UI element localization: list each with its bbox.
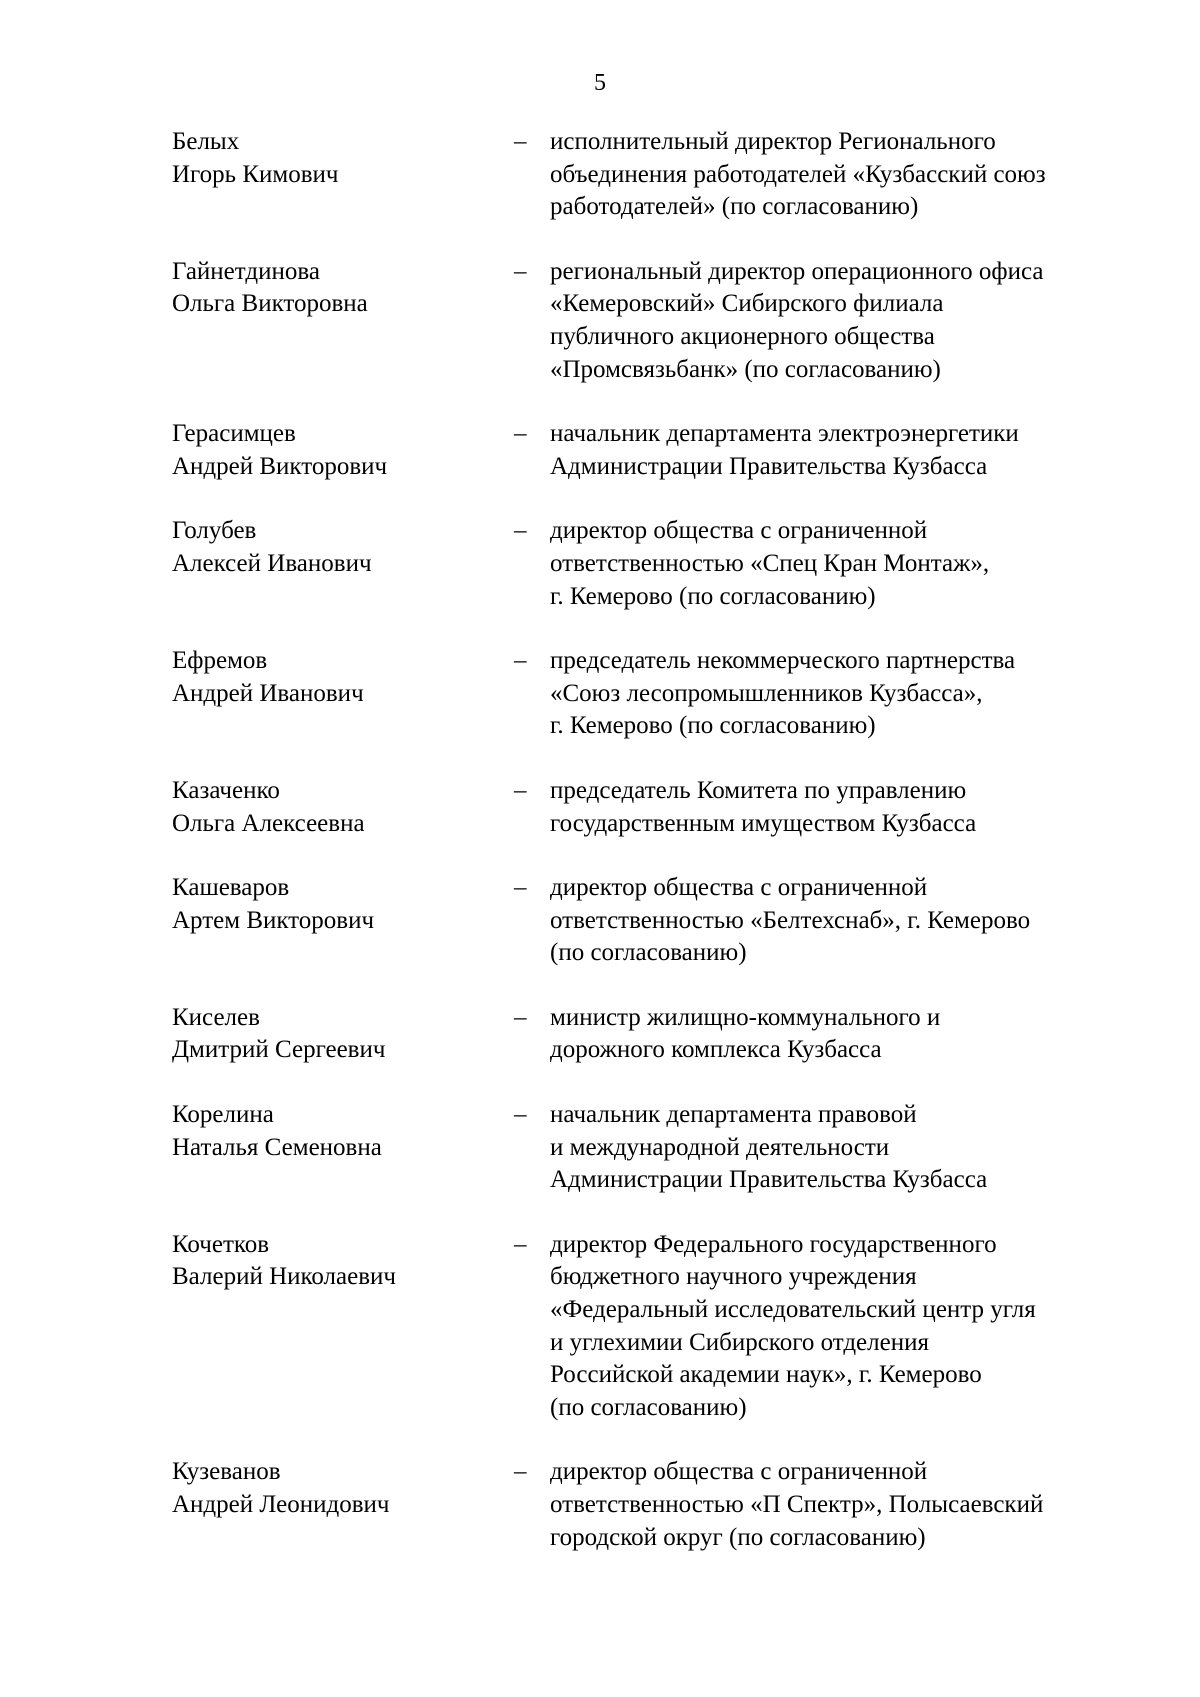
member-name: Казаченко Ольга Алексеевна <box>172 776 365 837</box>
list-item <box>172 515 1132 613</box>
member-name: Кашеваров Артем Викторович <box>172 874 375 934</box>
list-item <box>172 418 1132 483</box>
member-position: министр жилищно-коммунального и дорожного комплекса Кузбасса <box>550 1003 941 1064</box>
dash-separator: – <box>514 1458 527 1486</box>
member-name: Голубев Алексей Иванович <box>172 517 372 577</box>
list-item <box>172 872 1132 970</box>
member-name: Кочетков Валерий Николаевич <box>172 1230 396 1291</box>
member-position: региональный директор операционного офиса «Кемеровский» Сибирского филиала публичного акционерного общества «Промсвязьбанк» (по согласованию) <box>550 257 1044 383</box>
dash-separator: – <box>514 257 527 285</box>
member-name: Киселев Дмитрий Сергеевич <box>172 1003 386 1064</box>
dash-separator: – <box>514 420 527 448</box>
dash-separator: – <box>514 128 527 155</box>
list-item <box>172 1099 1132 1197</box>
list-item <box>172 1002 1132 1067</box>
dash-separator: – <box>514 1003 527 1031</box>
list-item <box>172 126 1132 224</box>
member-name: Герасимцев Андрей Викторович <box>172 420 388 480</box>
member-list <box>172 126 1132 1586</box>
member-position: исполнительный директор Регионального объединения работодателей «Кузбасский союз работодателей» (по согласованию) <box>550 128 1046 221</box>
dash-separator: – <box>514 776 527 804</box>
member-position: начальник департамента правовой и международной деятельности Администрации Правительства Кузбасса <box>550 1101 988 1194</box>
member-name: Корелина Наталья Семеновна <box>172 1101 382 1161</box>
member-position: председатель Комитета по управлению государственным имуществом Кузбасса <box>550 776 977 837</box>
member-name: Ефремов Андрей Иванович <box>172 647 364 707</box>
list-item <box>172 256 1132 386</box>
member-position: директор общества с ограниченной ответственностью «Белтехснаб», г. Кемерово (по согласованию) <box>550 874 1031 967</box>
member-position: начальник департамента электроэнергетики Администрации Правительства Кузбасса <box>550 420 1019 480</box>
list-item <box>172 775 1132 840</box>
dash-separator: – <box>514 517 527 545</box>
member-name: Кузеванов Андрей Леонидович <box>172 1458 390 1518</box>
list-item <box>172 1456 1132 1554</box>
member-position: директор общества с ограниченной ответственностью «Спец Кран Монтаж», г. Кемерово (по согласованию) <box>550 517 990 610</box>
list-item <box>172 1229 1132 1425</box>
member-name: Гайнетдинова Ольга Викторовна <box>172 257 368 318</box>
page-number: 5 <box>594 70 606 96</box>
member-name: Белых Игорь Кимович <box>172 128 339 188</box>
member-position: директор Федерального государственного бюджетного научного учреждения «Федеральный исследовательский центр угля и углехимии Сибирского отделения Российской академии наук», г. Кемерово (по согласованию) <box>550 1230 1036 1421</box>
dash-separator: – <box>514 1230 527 1258</box>
member-position: директор общества с ограниченной ответственностью «П Спектр», Полысаевский городской округ (по согласованию) <box>550 1458 1044 1551</box>
dash-separator: – <box>514 1101 527 1129</box>
member-position: председатель некоммерческого партнерства «Союз лесопромышленников Кузбасса», г. Кемерово (по согласованию) <box>550 647 1016 740</box>
list-item <box>172 645 1132 743</box>
dash-separator: – <box>514 647 527 675</box>
dash-separator: – <box>514 874 527 902</box>
